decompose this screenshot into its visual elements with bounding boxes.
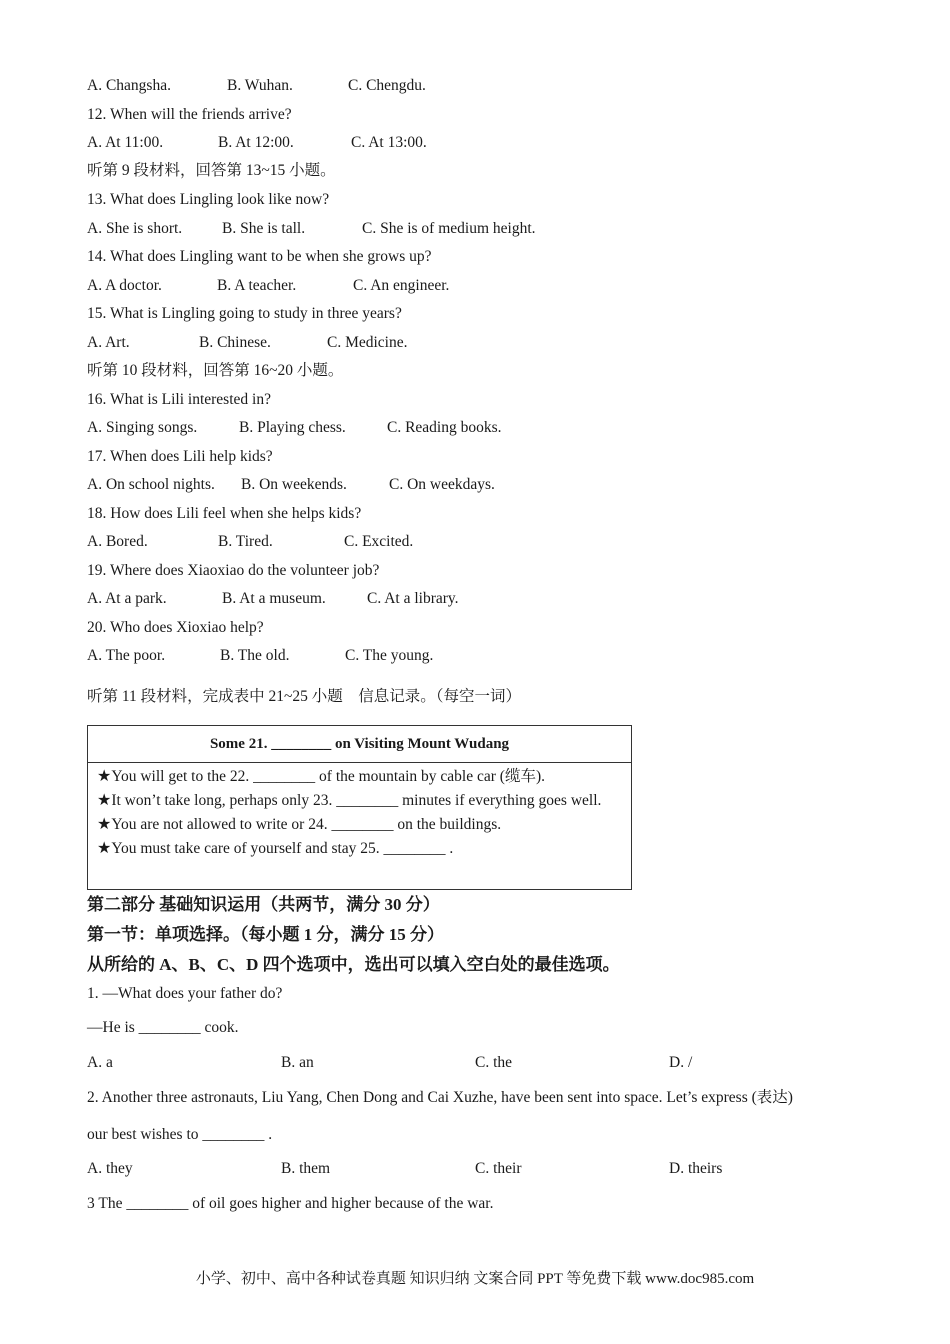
answer-option: C. An engineer. [353,277,450,294]
question-line: 13. What does Lingling look like now? [87,191,330,208]
question-line: 14. What does Lingling want to be when she grows up? [87,248,432,265]
table-body [88,763,631,859]
question-line: 3 The ________ of oil goes higher and higher because of the war. [87,1195,494,1212]
answer-option: A. Singing songs. [87,419,198,436]
answer-option: C. On weekdays. [389,476,495,493]
section-heading: 第二部分 基础知识运用（共两节，满分 30 分） [87,895,440,914]
answer-option: B. She is tall. [222,220,306,237]
answer-option: C. their [475,1160,522,1177]
question-line: 16. What is Lili interested in? [87,391,271,408]
star-icon: ★ [97,840,112,857]
answer-option: C. Chengdu. [348,77,426,94]
star-icon: ★ [97,792,112,809]
table-row: ★You will get to the 22. ________ of the mountain by cable car (缆车). [97,768,545,785]
answer-option: B. A teacher. [217,277,297,294]
answer-option: A. At 11:00. [87,134,164,151]
answer-option: C. At a library. [367,590,459,607]
answer-option: A. The poor. [87,647,166,664]
question-line: 18. How does Lili feel when she helps kids? [87,505,362,522]
answer-option: B. At a museum. [222,590,326,607]
question-line: 15. What is Lingling going to study in three years? [87,305,402,322]
answer-option: A. Changsha. [87,77,171,94]
question-line: 20. Who does Xioxiao help? [87,619,264,636]
answer-option: A. Art. [87,334,130,351]
answer-option: D. / [669,1054,693,1071]
answer-option: A. a [87,1054,113,1071]
question-line: 12. When will the friends arrive? [87,106,292,123]
answer-option: A. A doctor. [87,277,162,294]
answer-option: B. an [281,1054,314,1071]
answer-option: A. they [87,1160,133,1177]
answer-option: C. Excited. [344,533,414,550]
subsection-heading: 第一节：单项选择。（每小题 1 分，满分 15 分） [87,925,444,944]
question-line: our best wishes to ________ . [87,1126,273,1143]
answer-option: B. The old. [220,647,290,664]
answer-option: A. Bored. [87,533,148,550]
answer-option: B. Wuhan. [227,77,293,94]
answer-option: C. She is of medium height. [362,220,536,237]
answer-option: B. them [281,1160,331,1177]
answer-option: B. Playing chess. [239,419,346,436]
question-line: 听第 9 段材料，回答第 13~15 小题。 [87,162,336,179]
answer-option: B. At 12:00. [218,134,294,151]
table-row: ★It won’t take long, perhaps only 23. ________ minutes if everything goes well. [97,792,602,809]
answer-option: A. On school nights. [87,476,215,493]
answer-option: B. Tired. [218,533,273,550]
answer-option: B. On weekends. [241,476,347,493]
question-line: 1. —What does your father do? [87,985,283,1002]
star-icon: ★ [97,768,112,785]
question-line: 听第 11 段材料，完成表中 21~25 小题 信息记录。（每空一词） [87,688,522,705]
page-footer: 小学、初中、高中各种试卷真题 知识归纳 文案合同 PPT 等免费下载 www.doc985.com [195,1271,755,1287]
star-icon: ★ [97,816,112,833]
instructions: 从所给的 A、B、C、D 四个选项中，选出可以填入空白处的最佳选项。 [87,955,620,974]
answer-option: C. the [475,1054,513,1071]
question-line: —He is ________ cook. [87,1019,239,1036]
question-line: 17. When does Lili help kids? [87,448,273,465]
question-line: 2. Another three astronauts, Liu Yang, Chen Dong and Cai Xuzhe, have been sent into space. Let’s express (表达) [87,1089,793,1106]
table-row: ★You are not allowed to write or 24. ________ on the buildings. [97,816,502,833]
answer-option: B. Chinese. [199,334,271,351]
info-table [87,725,632,890]
answer-option: A. She is short. [87,220,183,237]
answer-option: C. Reading books. [387,419,502,436]
answer-option: A. At a park. [87,590,167,607]
question-line: 听第 10 段材料，回答第 16~20 小题。 [87,362,344,379]
answer-option: D. theirs [669,1160,723,1177]
answer-option: C. The young. [345,647,434,664]
answer-option: C. At 13:00. [351,134,427,151]
answer-option: C. Medicine. [327,334,408,351]
table-title: Some 21. ________ on Visiting Mount Wudang [88,726,631,763]
table-row: ★You must take care of yourself and stay 25. ________ . [97,840,454,857]
question-line: 19. Where does Xiaoxiao do the volunteer job? [87,562,380,579]
